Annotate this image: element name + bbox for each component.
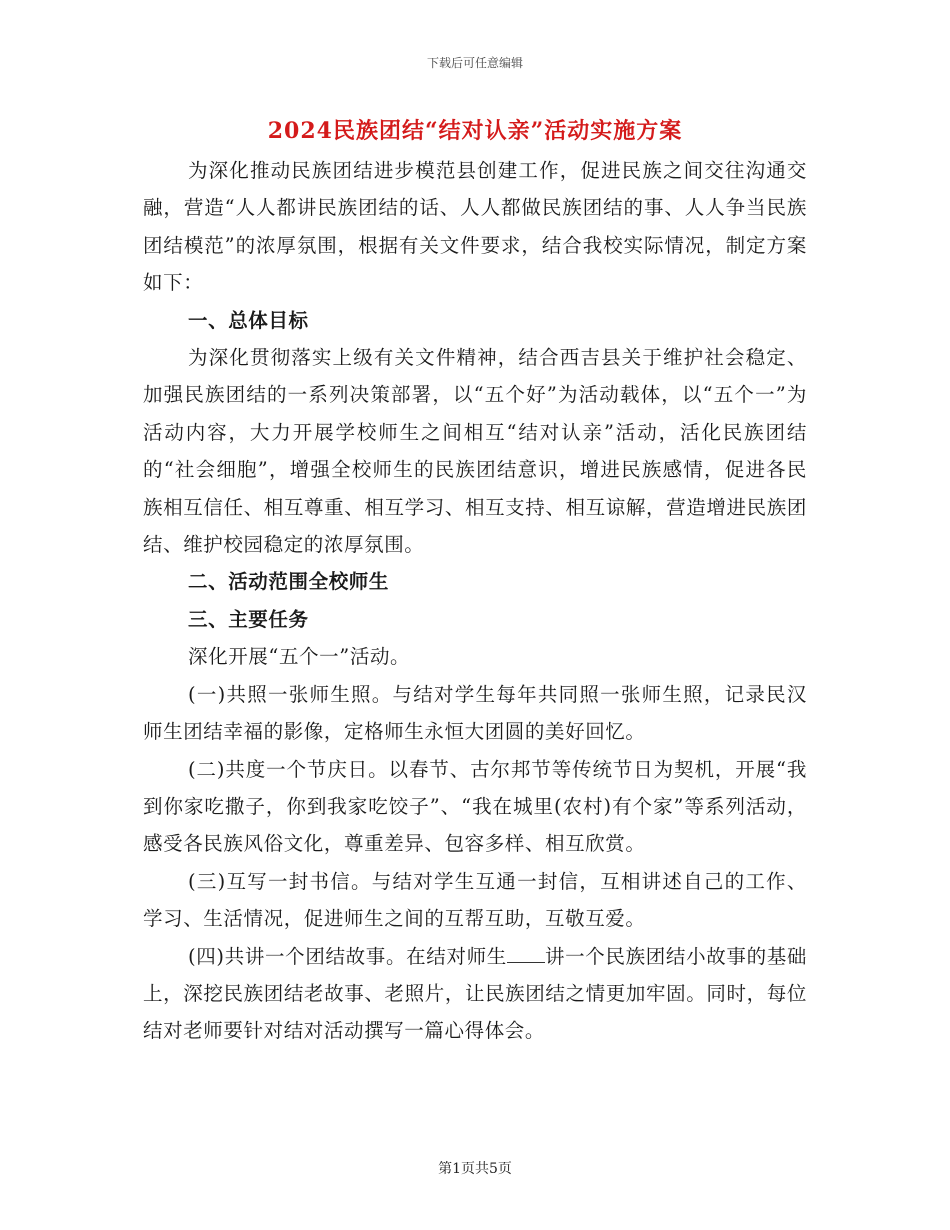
task-item-1: (一)共照一张师生照。与结对学生每年共同照一张师生照，记录民汉师生团结幸福的影像，定格师生永恒大团圆的美好回忆。 [143, 682, 807, 744]
intro-paragraph: 为深化推动民族团结进步模范县创建工作，促进民族之间交往沟通交融，营造“人人都讲民族团结的话、人人都做民族团结的事、人人争当民族团结模范”的浓厚氛围，根据有关文件要求，结合我校实际情况，制定方案如下： [143, 159, 807, 295]
task-item-4-start: (四)共讲一个团结故事。在结对师生 [188, 944, 507, 968]
document-title: 2024民族团结“结对认亲”活动实施方案 [267, 118, 683, 144]
page-footer: 第1页共5页 [438, 1161, 512, 1177]
header-note: 下载后可任意编辑 [426, 56, 523, 70]
section1-heading: 一、总体目标 [188, 308, 309, 332]
document-body [143, 152, 807, 1050]
section3-heading: 三、主要任务 [188, 607, 309, 631]
task-item-4-end: 讲一个民族团结小故事的基础上，深挖民族团结老故事、老照片，让民族团结之情更加牢固。同时，每位结对老师要针对结对活动撰写一篇心得体会。 [143, 944, 807, 1043]
fill-in-blank [507, 944, 545, 963]
task-item-2: (二)共度一个节庆日。以春节、古尔邦节等传统节日为契机，开展“我到你家吃撒子，你到我家吃饺子”、“我在城里(农村)有个家”等系列活动，感受各民族风俗文化，尊重差异、包容多样、相互欣赏。 [143, 757, 807, 856]
section1-paragraph: 为深化贯彻落实上级有关文件精神，结合西吉县关于维护社会稳定、加强民族团结的一系列决策部署，以“五个好”为活动载体，以“五个一”为活动内容，大力开展学校师生之间相互“结对认亲”活动，活化民族团结的“社会细胞”，增强全校师生的民族团结意识，增进民族感情，促进各民族相互信任、相互尊重、相互学习、相互支持、相互谅解，营造增进民族团结、维护校园稳定的浓厚氛围。 [143, 346, 807, 557]
task-item-4 [143, 938, 807, 1050]
section2-heading: 二、活动范围全校师生 [188, 570, 390, 594]
task-item-3: (三)互写一封书信。与结对学生互通一封信，互相讲述自己的工作、学习、生活情况，促进师生之间的互帮互助，互敬互爱。 [143, 869, 807, 931]
section3-lead: 深化开展“五个一”活动。 [188, 645, 411, 669]
